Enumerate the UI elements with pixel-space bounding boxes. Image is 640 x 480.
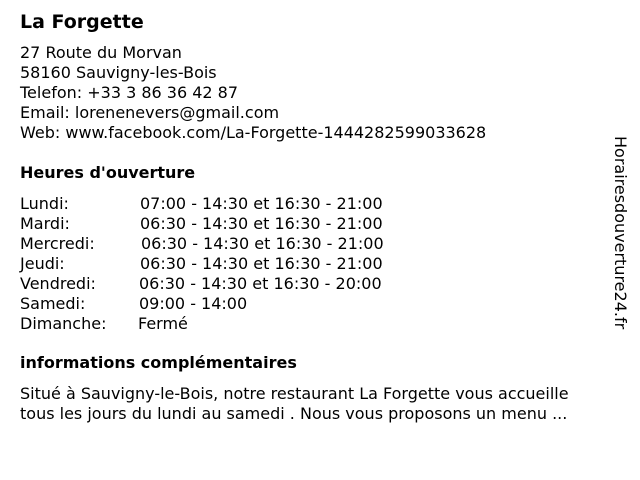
description-line: Situé à Sauvigny-le-Bois, notre restaurant La Forgette vous accueille xyxy=(20,384,569,403)
day-label: Lundi: xyxy=(20,194,69,213)
day-label: Vendredi: xyxy=(20,274,96,293)
website-url: Web: www.facebook.com/La-Forgette-1444282599033628 xyxy=(20,123,487,142)
watermark-text: Horairesdouverture24.fr xyxy=(611,136,630,330)
contact-block xyxy=(20,43,486,143)
site-watermark xyxy=(610,136,630,372)
email-address: Email: lorenenevers@gmail.com xyxy=(20,103,280,122)
time-range: 09:00 - 14:00 xyxy=(139,294,248,313)
info-heading: informations complémentaires xyxy=(20,353,297,372)
description-line: tous les jours du lundi au samedi . Nous vous proposons un menu ... xyxy=(20,404,568,423)
day-label: Jeudi: xyxy=(20,254,65,273)
address-city: 58160 Sauvigny-les-Bois xyxy=(20,63,217,82)
phone-number: Telefon: +33 3 86 36 42 87 xyxy=(20,83,239,102)
time-range: Fermé xyxy=(138,314,188,333)
day-label: Dimanche: xyxy=(20,314,107,333)
day-label: Samedi: xyxy=(20,294,86,313)
description-text xyxy=(20,384,569,424)
day-label: Mercredi: xyxy=(20,234,95,253)
address-street: 27 Route du Morvan xyxy=(20,43,182,62)
time-range: 06:30 - 14:30 et 16:30 - 21:00 xyxy=(141,234,384,253)
hours-heading: Heures d'ouverture xyxy=(20,163,196,182)
time-range: 06:30 - 14:30 et 16:30 - 21:00 xyxy=(140,214,383,233)
time-range: 07:00 - 14:30 et 16:30 - 21:00 xyxy=(140,194,383,213)
time-range: 06:30 - 14:30 et 16:30 - 21:00 xyxy=(140,254,383,273)
business-name: La Forgette xyxy=(20,11,144,33)
day-label: Mardi: xyxy=(20,214,70,233)
time-range: 06:30 - 14:30 et 16:30 - 20:00 xyxy=(139,274,382,293)
